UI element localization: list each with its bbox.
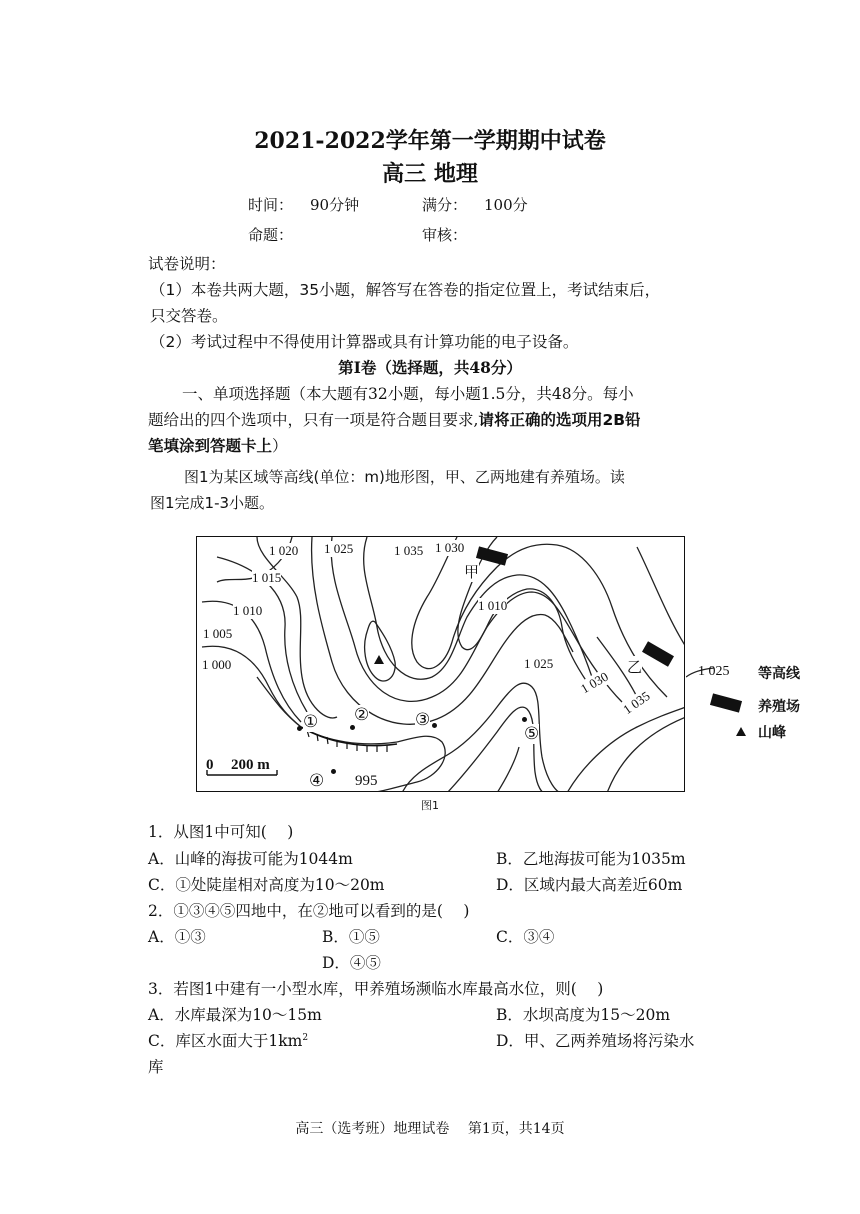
question-1-option-b: B．乙地海拔可能为1035m xyxy=(496,850,686,868)
question-3-option-d: D．甲、乙两养殖场将污染水 xyxy=(496,1032,695,1050)
place-jia: 甲 xyxy=(464,561,479,582)
contour-label-1020: 1 020 xyxy=(269,543,299,558)
point-dot-2 xyxy=(350,725,355,730)
contour-label-1010-left: 1 010 xyxy=(233,603,263,618)
scale-value: 200 m xyxy=(231,757,270,773)
point-1: ① xyxy=(303,712,319,731)
legend-contour-value: 1 025 xyxy=(698,664,730,679)
contour-label-1015: 1 015 xyxy=(252,570,282,585)
point-dot-4 xyxy=(331,769,336,774)
legend-farm-icon xyxy=(710,693,742,712)
instructions-heading: 试卷说明： xyxy=(148,255,226,273)
section-title: 第Ⅰ卷（选择题，共48分） xyxy=(338,358,522,377)
question-1-stem: 1．从图1中可知( ) xyxy=(148,823,294,841)
contour-label-1030: 1 030 xyxy=(435,540,465,555)
question-2-option-c: C．③④ xyxy=(496,928,555,946)
contour-label-1005: 1 005 xyxy=(203,626,233,641)
peak-marker xyxy=(374,655,384,664)
section-intro-line-1: 一、单项选择题（本大题有32小题，每小题1.5分，共48分。每小 xyxy=(182,385,634,403)
time-label: 时间： xyxy=(248,196,294,214)
exam-subtitle: 高三 地理 xyxy=(382,161,478,187)
point-3: ③ xyxy=(415,710,431,729)
legend-peak-label: 山峰 xyxy=(758,725,786,741)
legend-peak-icon xyxy=(736,727,746,736)
legend-farm-label: 养殖场 xyxy=(758,699,800,715)
point-dot-3 xyxy=(432,723,437,728)
question-2-stem: 2．①③④⑤四地中，在②地可以看到的是( ) xyxy=(148,902,470,920)
instruction-1-line-1: （1）本卷共两大题，35小题，解答写在答卷的指定位置上，考试结束后， xyxy=(150,281,661,299)
contour-label-1025-right: 1 025 xyxy=(524,656,554,671)
question-3-option-a: A．水库最深为10～15m xyxy=(148,1006,322,1024)
instruction-1-line-2: 只交答卷。 xyxy=(150,307,228,325)
contour-label-1035: 1 035 xyxy=(394,543,424,558)
section-intro-line-2a: 题给出的四个选项中，只有一项是符合题目要求, xyxy=(148,411,479,429)
point-4: ④ xyxy=(309,771,325,790)
contour-label-1010-center: 1 010 xyxy=(478,598,508,613)
question-3-option-c-text: C．库区水面大于1km xyxy=(148,1032,303,1050)
question-3-option-b: B．水坝高度为15～20m xyxy=(496,1006,671,1024)
score-label: 满分： xyxy=(422,196,468,214)
question-2-option-d: D．④⑤ xyxy=(322,954,381,972)
section-intro-line-2b: 请将正确的选项用2B铅 xyxy=(478,411,641,429)
author-label: 命题： xyxy=(248,226,294,244)
point-dot-1 xyxy=(297,726,302,731)
question-1-option-c: C．①处陡崖相对高度为10～20m xyxy=(148,876,385,894)
figure-caption: 图1 xyxy=(421,799,439,812)
question-1-option-a: A．山峰的海拔可能为1044m xyxy=(148,850,353,868)
reviewer-label: 审核： xyxy=(422,226,468,244)
page-footer: 高三（选考班）地理试卷 第1页，共14页 xyxy=(295,1121,565,1137)
section-intro-line-3-end: ） xyxy=(272,437,288,455)
contour-map xyxy=(196,536,685,792)
question-1-option-d: D．区域内最大高差近60m xyxy=(496,876,683,894)
question-3-stem: 3．若图1中建有一小型水库，甲养殖场濒临水库最高水位，则( ) xyxy=(148,980,604,998)
question-3-option-c-sup: 2 xyxy=(302,1032,309,1043)
contour-label-1035-right: 1 035 xyxy=(620,688,653,718)
question-2-option-b: B．①⑤ xyxy=(322,928,380,946)
contour-label-1000: 1 000 xyxy=(202,657,232,672)
section-intro-line-3 xyxy=(148,434,288,456)
score-value: 100分 xyxy=(484,196,528,214)
scale-zero: 0 xyxy=(206,757,214,773)
section-intro-line-2 xyxy=(148,408,641,430)
contour-label-1030-right: 1 030 xyxy=(577,668,611,697)
question-2-option-a: A．①③ xyxy=(148,928,206,946)
instruction-2: （2）考试过程中不得使用计算器或具有计算功能的电子设备。 xyxy=(150,333,579,351)
point-2: ② xyxy=(354,705,370,724)
stem-line-1: 图1为某区域等高线(单位：m)地形图，甲、乙两地建有养殖场。读 xyxy=(184,468,625,486)
place-yi: 乙 xyxy=(627,656,642,677)
contour-label-1025: 1 025 xyxy=(324,541,354,556)
question-3-option-d-wrap: 库 xyxy=(148,1058,164,1076)
contour-label-995: 995 xyxy=(355,773,378,789)
section-intro-line-3-bold: 笔填涂到答题卡上 xyxy=(148,437,273,455)
point-5: ⑤ xyxy=(524,724,540,743)
time-value: 90分钟 xyxy=(310,196,360,214)
exam-title: 2021-2022学年第一学期期中试卷 xyxy=(254,128,606,154)
legend-contour-label: 等高线 xyxy=(758,666,800,682)
stem-line-2: 图1完成1-3小题。 xyxy=(150,494,275,512)
question-3-option-c xyxy=(148,1029,308,1051)
point-dot-5 xyxy=(522,717,527,722)
